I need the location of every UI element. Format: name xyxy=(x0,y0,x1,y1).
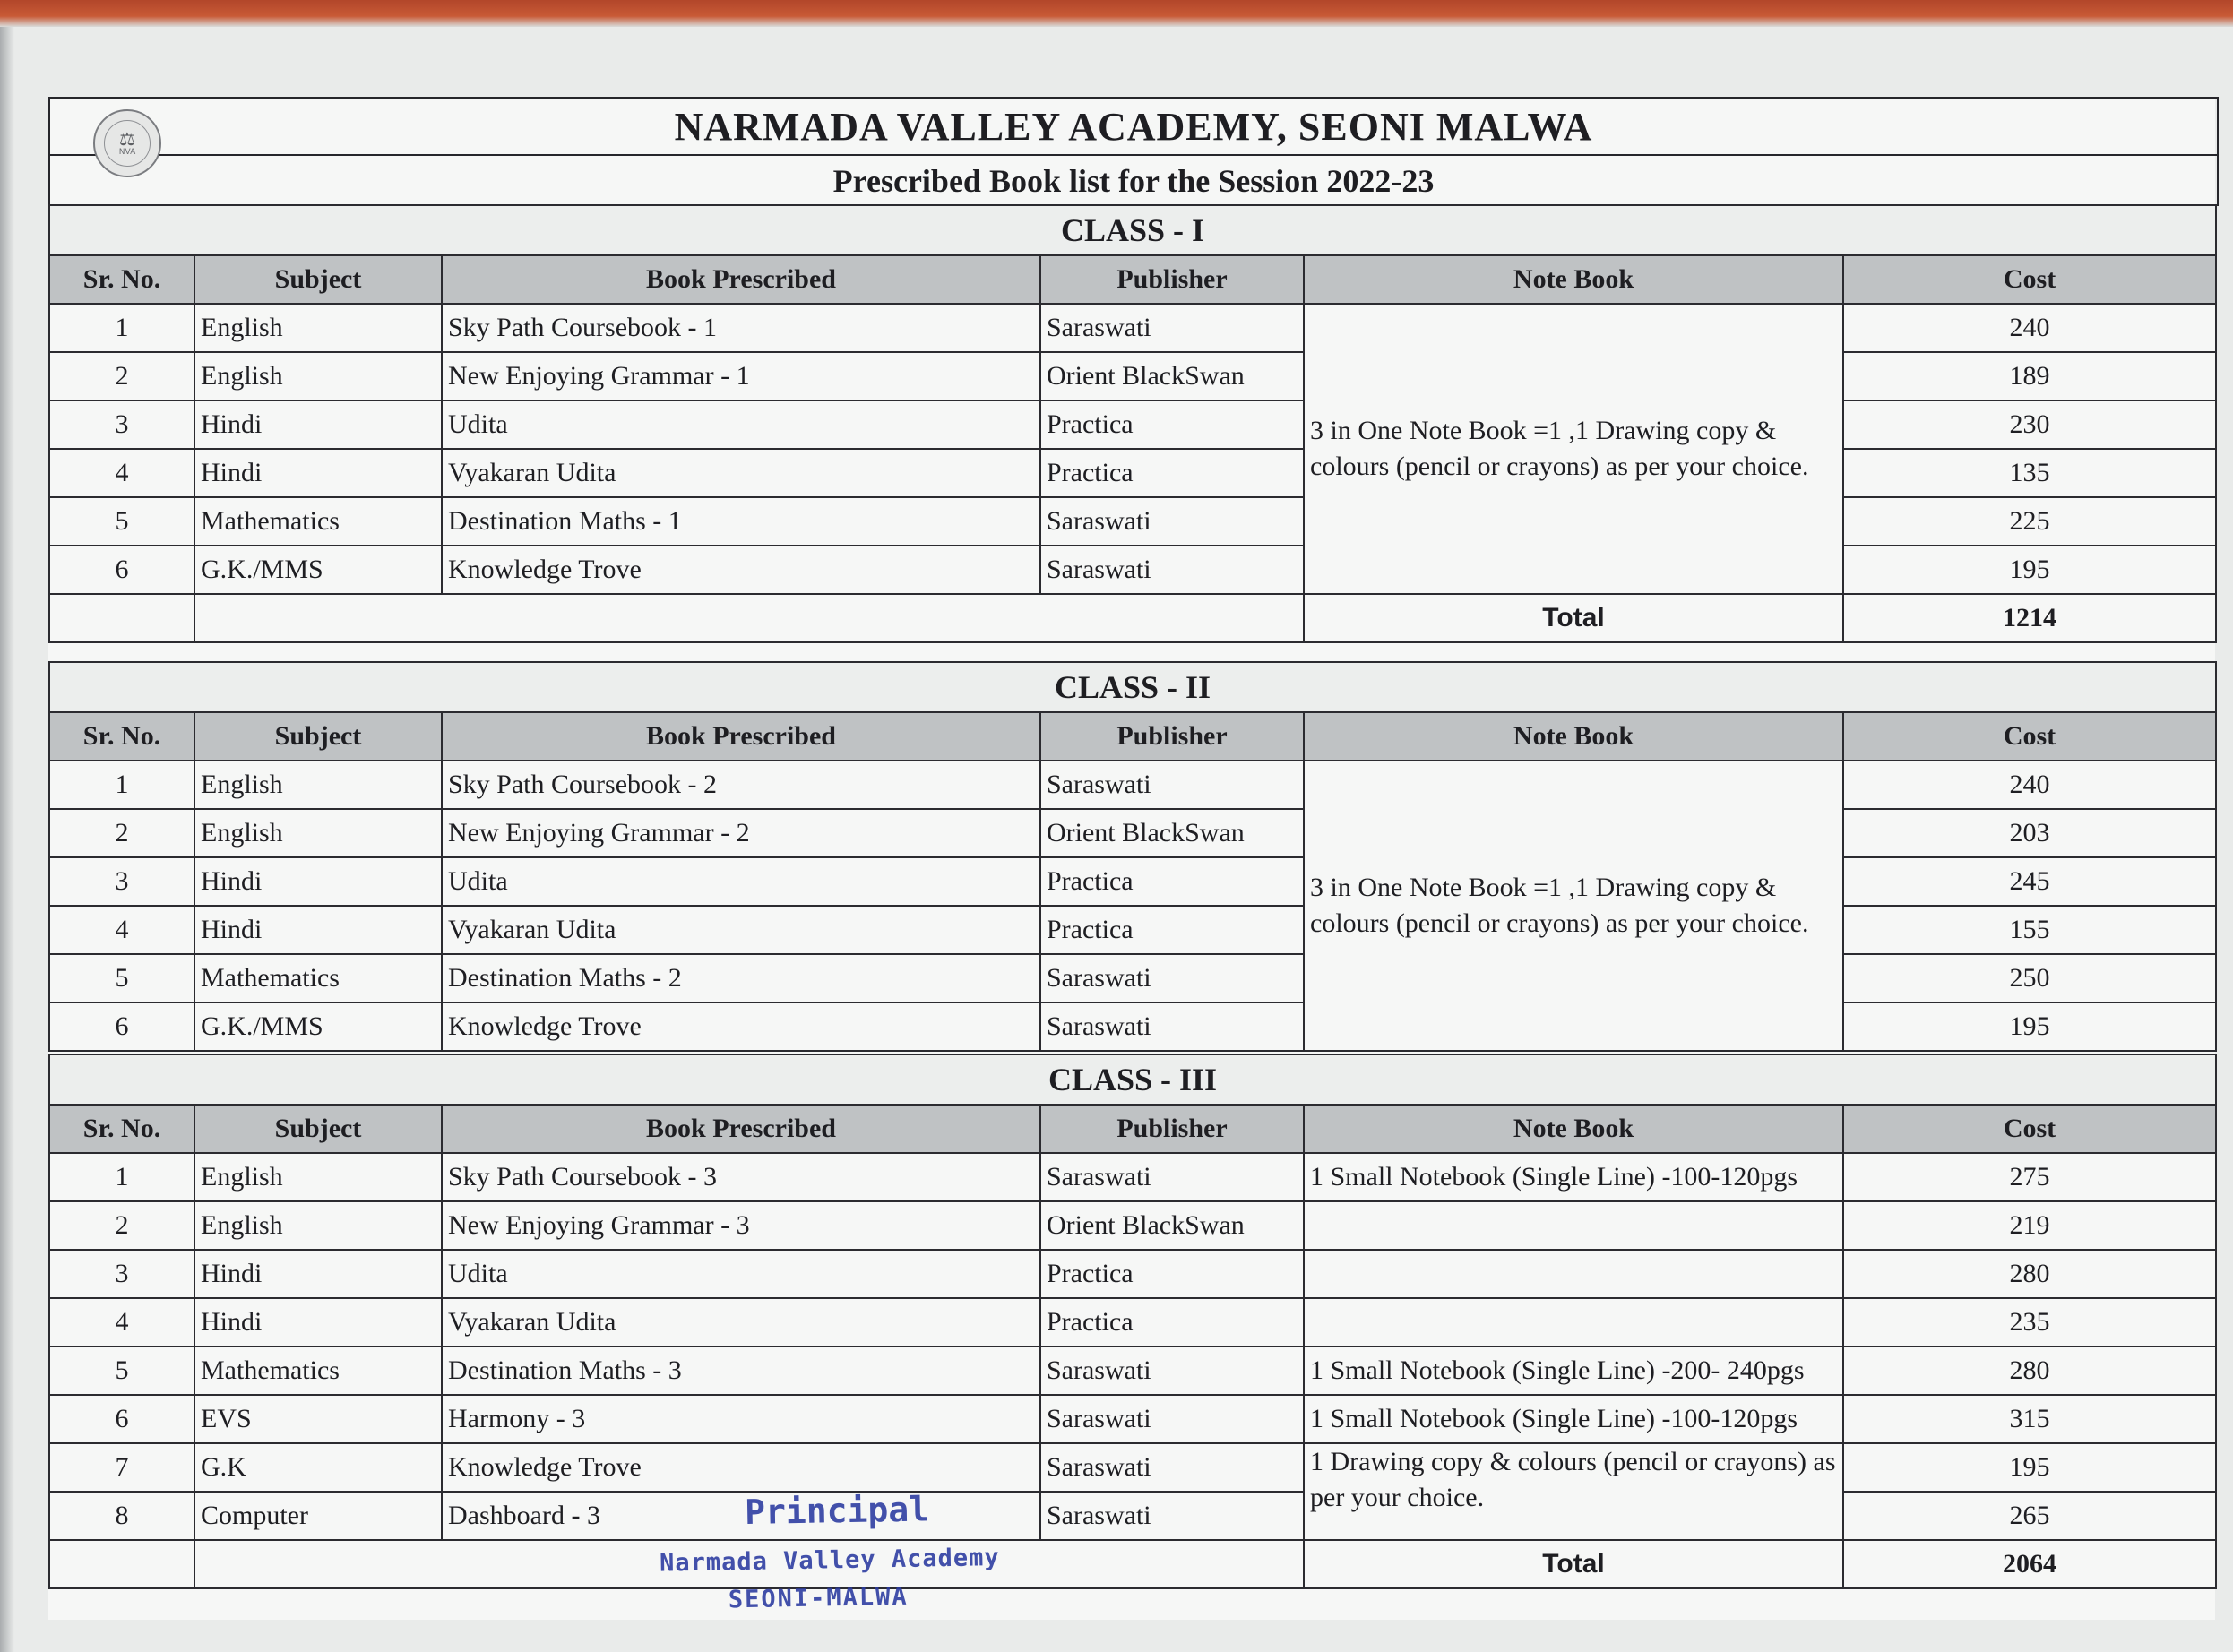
notebook-cell: 3 in One Note Book =1 ,1 Drawing copy & colours (pencil or crayons) as per your choice. xyxy=(1304,761,1843,1051)
sr-cell: 1 xyxy=(49,304,194,352)
col-cost: Cost xyxy=(1843,1105,2216,1153)
publisher-cell: Orient BlackSwan xyxy=(1040,1201,1304,1250)
cost-cell: 189 xyxy=(1843,352,2216,400)
cost-cell: 135 xyxy=(1843,449,2216,497)
subject-cell: G.K./MMS xyxy=(194,1002,442,1051)
session-subtitle: Prescribed Book list for the Session 2022-23 xyxy=(832,163,1435,199)
publisher-cell: Practica xyxy=(1040,400,1304,449)
subject-cell: G.K./MMS xyxy=(194,546,442,594)
cost-cell: 195 xyxy=(1843,1002,2216,1051)
book-cell: Udita xyxy=(442,857,1040,906)
notebook-cell: 1 Small Notebook (Single Line) -100-120pgs xyxy=(1304,1153,1843,1201)
sr-cell: 3 xyxy=(49,1250,194,1298)
table-row xyxy=(49,1201,2216,1250)
sr-cell: 4 xyxy=(49,906,194,954)
book-cell: Knowledge Trove xyxy=(442,546,1040,594)
table-row xyxy=(49,1347,2216,1395)
cost-cell: 240 xyxy=(1843,761,2216,809)
cost-cell: 225 xyxy=(1843,497,2216,546)
col-book: Book Prescribed xyxy=(442,1105,1040,1153)
notebook-cell: 1 Small Notebook (Single Line) -100-120pgs xyxy=(1304,1395,1843,1443)
principal-stamp xyxy=(659,1487,1038,1628)
stamp-line-3: SEONI-MALWA xyxy=(728,1582,909,1614)
book-cell: Knowledge Trove xyxy=(442,1443,1040,1492)
total-row xyxy=(49,594,2216,642)
publisher-cell: Orient BlackSwan xyxy=(1040,352,1304,400)
table-row xyxy=(49,857,2216,906)
publisher-cell: Practica xyxy=(1040,1250,1304,1298)
book-cell: Harmony - 3 xyxy=(442,1395,1040,1443)
notebook-cell: 1 Drawing copy & colours (pencil or crayons) as per your choice. xyxy=(1304,1443,1843,1540)
cost-cell: 240 xyxy=(1843,304,2216,352)
subject-cell: English xyxy=(194,304,442,352)
book-cell: Udita xyxy=(442,1250,1040,1298)
publisher-cell: Saraswati xyxy=(1040,1002,1304,1051)
sr-cell: 2 xyxy=(49,352,194,400)
table-row xyxy=(49,1395,2216,1443)
school-logo-icon: ⚖ NVA xyxy=(93,109,161,177)
col-sr: Sr. No. xyxy=(49,1105,194,1153)
subject-cell: English xyxy=(194,809,442,857)
sr-cell: 6 xyxy=(49,1002,194,1051)
col-subject: Subject xyxy=(194,712,442,761)
sr-cell: 1 xyxy=(49,1153,194,1201)
publisher-cell: Practica xyxy=(1040,906,1304,954)
sr-cell: 6 xyxy=(49,546,194,594)
cost-cell: 280 xyxy=(1843,1250,2216,1298)
book-cell: Sky Path Coursebook - 1 xyxy=(442,304,1040,352)
book-cell: Sky Path Coursebook - 2 xyxy=(442,761,1040,809)
cost-cell: 280 xyxy=(1843,1347,2216,1395)
col-sr: Sr. No. xyxy=(49,712,194,761)
class-1-title: CLASS - I xyxy=(49,205,2216,255)
sr-cell: 8 xyxy=(49,1492,194,1540)
table-header-row xyxy=(49,255,2216,304)
subject-cell: Mathematics xyxy=(194,1347,442,1395)
publisher-cell: Saraswati xyxy=(1040,1395,1304,1443)
book-cell: New Enjoying Grammar - 1 xyxy=(442,352,1040,400)
table-header-row xyxy=(49,1105,2216,1153)
subject-cell: English xyxy=(194,1201,442,1250)
publisher-cell: Practica xyxy=(1040,857,1304,906)
publisher-cell: Practica xyxy=(1040,1298,1304,1347)
table-row xyxy=(49,1153,2216,1201)
subject-cell: English xyxy=(194,352,442,400)
col-subject: Subject xyxy=(194,255,442,304)
sr-cell: 3 xyxy=(49,857,194,906)
subject-cell: Hindi xyxy=(194,400,442,449)
table-row xyxy=(49,1250,2216,1298)
table-row xyxy=(49,352,2216,400)
cost-cell: 250 xyxy=(1843,954,2216,1002)
subject-cell: Hindi xyxy=(194,906,442,954)
publisher-cell: Saraswati xyxy=(1040,546,1304,594)
notebook-cell xyxy=(1304,1250,1843,1298)
col-publisher: Publisher xyxy=(1040,255,1304,304)
table-row xyxy=(49,400,2216,449)
table-row xyxy=(49,1002,2216,1051)
table-row xyxy=(49,906,2216,954)
col-publisher: Publisher xyxy=(1040,712,1304,761)
publisher-cell: Saraswati xyxy=(1040,954,1304,1002)
cost-cell: 219 xyxy=(1843,1201,2216,1250)
cost-cell: 315 xyxy=(1843,1395,2216,1443)
col-subject: Subject xyxy=(194,1105,442,1153)
subject-cell: Hindi xyxy=(194,857,442,906)
photo-left-shadow xyxy=(0,27,14,1652)
sr-cell: 5 xyxy=(49,954,194,1002)
sr-cell: 1 xyxy=(49,761,194,809)
book-cell: Destination Maths - 3 xyxy=(442,1347,1040,1395)
class-1-table xyxy=(48,204,2217,643)
sr-cell: 3 xyxy=(49,400,194,449)
table-row xyxy=(49,497,2216,546)
book-cell: Vyakaran Udita xyxy=(442,449,1040,497)
sr-cell: 7 xyxy=(49,1443,194,1492)
cost-cell: 275 xyxy=(1843,1153,2216,1201)
notebook-cell xyxy=(1304,1298,1843,1347)
col-book: Book Prescribed xyxy=(442,712,1040,761)
sr-cell: 5 xyxy=(49,497,194,546)
publisher-cell: Saraswati xyxy=(1040,761,1304,809)
book-cell: New Enjoying Grammar - 2 xyxy=(442,809,1040,857)
col-notebook: Note Book xyxy=(1304,712,1843,761)
total-blank-cell xyxy=(49,1540,194,1588)
table-row xyxy=(49,1298,2216,1347)
photo-top-edge xyxy=(0,0,2233,27)
document-header xyxy=(48,97,2219,206)
table-header-row xyxy=(49,712,2216,761)
publisher-cell: Saraswati xyxy=(1040,1443,1304,1492)
sr-cell: 2 xyxy=(49,1201,194,1250)
cost-cell: 235 xyxy=(1843,1298,2216,1347)
book-cell: Sky Path Coursebook - 3 xyxy=(442,1153,1040,1201)
class-2-title-row xyxy=(49,662,2216,712)
notebook-cell: 1 Small Notebook (Single Line) -200- 240pgs xyxy=(1304,1347,1843,1395)
table-row xyxy=(49,761,2216,809)
total-row xyxy=(49,1540,2216,1588)
cost-cell: 195 xyxy=(1843,1443,2216,1492)
subject-cell: Hindi xyxy=(194,449,442,497)
total-value: 2064 xyxy=(1843,1540,2216,1588)
sr-cell: 5 xyxy=(49,1347,194,1395)
publisher-cell: Saraswati xyxy=(1040,1492,1304,1540)
col-cost: Cost xyxy=(1843,255,2216,304)
publisher-cell: Practica xyxy=(1040,449,1304,497)
school-name: NARMADA VALLEY ACADEMY, SEONI MALWA xyxy=(50,99,2217,156)
table-row xyxy=(49,1443,2216,1492)
class-3-table xyxy=(48,1054,2217,1589)
col-notebook: Note Book xyxy=(1304,255,1843,304)
book-cell: Destination Maths - 1 xyxy=(442,497,1040,546)
table-row xyxy=(49,1492,2216,1540)
notebook-cell: 3 in One Note Book =1 ,1 Drawing copy & colours (pencil or crayons) as per your choice. xyxy=(1304,304,1843,594)
book-cell: Udita xyxy=(442,400,1040,449)
cost-cell: 230 xyxy=(1843,400,2216,449)
publisher-cell: Saraswati xyxy=(1040,1347,1304,1395)
subject-cell: Computer xyxy=(194,1492,442,1540)
total-value: 1214 xyxy=(1843,594,2216,642)
sr-cell: 2 xyxy=(49,809,194,857)
stamp-line-1: Principal xyxy=(744,1489,930,1532)
subject-cell: EVS xyxy=(194,1395,442,1443)
subject-cell: Mathematics xyxy=(194,954,442,1002)
total-blank-cell xyxy=(49,594,194,642)
notebook-cell xyxy=(1304,1201,1843,1250)
table-row xyxy=(49,304,2216,352)
book-cell: Vyakaran Udita xyxy=(442,1298,1040,1347)
book-cell: New Enjoying Grammar - 3 xyxy=(442,1201,1040,1250)
table-row xyxy=(49,954,2216,1002)
class-3-title-row xyxy=(49,1054,2216,1105)
class-2-table xyxy=(48,661,2217,1052)
book-cell: Vyakaran Udita xyxy=(442,906,1040,954)
class-2-title: CLASS - II xyxy=(49,662,2216,712)
subject-cell: Hindi xyxy=(194,1250,442,1298)
class-1-title-row xyxy=(49,205,2216,255)
publisher-cell: Orient BlackSwan xyxy=(1040,809,1304,857)
cost-cell: 245 xyxy=(1843,857,2216,906)
class-3-title: CLASS - III xyxy=(49,1054,2216,1105)
col-notebook: Note Book xyxy=(1304,1105,1843,1153)
publisher-cell: Saraswati xyxy=(1040,304,1304,352)
sr-cell: 4 xyxy=(49,1298,194,1347)
stamp-line-2: Narmada Valley Academy xyxy=(659,1544,1000,1578)
cost-cell: 203 xyxy=(1843,809,2216,857)
cost-cell: 265 xyxy=(1843,1492,2216,1540)
table-row xyxy=(49,809,2216,857)
subject-cell: Mathematics xyxy=(194,497,442,546)
col-book: Book Prescribed xyxy=(442,255,1040,304)
sr-cell: 4 xyxy=(49,449,194,497)
total-label: Total xyxy=(1304,1540,1843,1588)
book-cell: Dashboard - 3 xyxy=(442,1492,1040,1540)
col-sr: Sr. No. xyxy=(49,255,194,304)
publisher-cell: Saraswati xyxy=(1040,1153,1304,1201)
subject-cell: Hindi xyxy=(194,1298,442,1347)
sr-cell: 6 xyxy=(49,1395,194,1443)
col-cost: Cost xyxy=(1843,712,2216,761)
table-row xyxy=(49,546,2216,594)
subject-cell: G.K xyxy=(194,1443,442,1492)
book-cell: Knowledge Trove xyxy=(442,1002,1040,1051)
total-blank-cell xyxy=(194,594,1304,642)
table-row xyxy=(49,449,2216,497)
publisher-cell: Saraswati xyxy=(1040,497,1304,546)
subject-cell: English xyxy=(194,761,442,809)
subject-cell: English xyxy=(194,1153,442,1201)
col-publisher: Publisher xyxy=(1040,1105,1304,1153)
book-cell: Destination Maths - 2 xyxy=(442,954,1040,1002)
cost-cell: 155 xyxy=(1843,906,2216,954)
total-label: Total xyxy=(1304,594,1843,642)
logo-text: NVA xyxy=(118,148,136,157)
cost-cell: 195 xyxy=(1843,546,2216,594)
